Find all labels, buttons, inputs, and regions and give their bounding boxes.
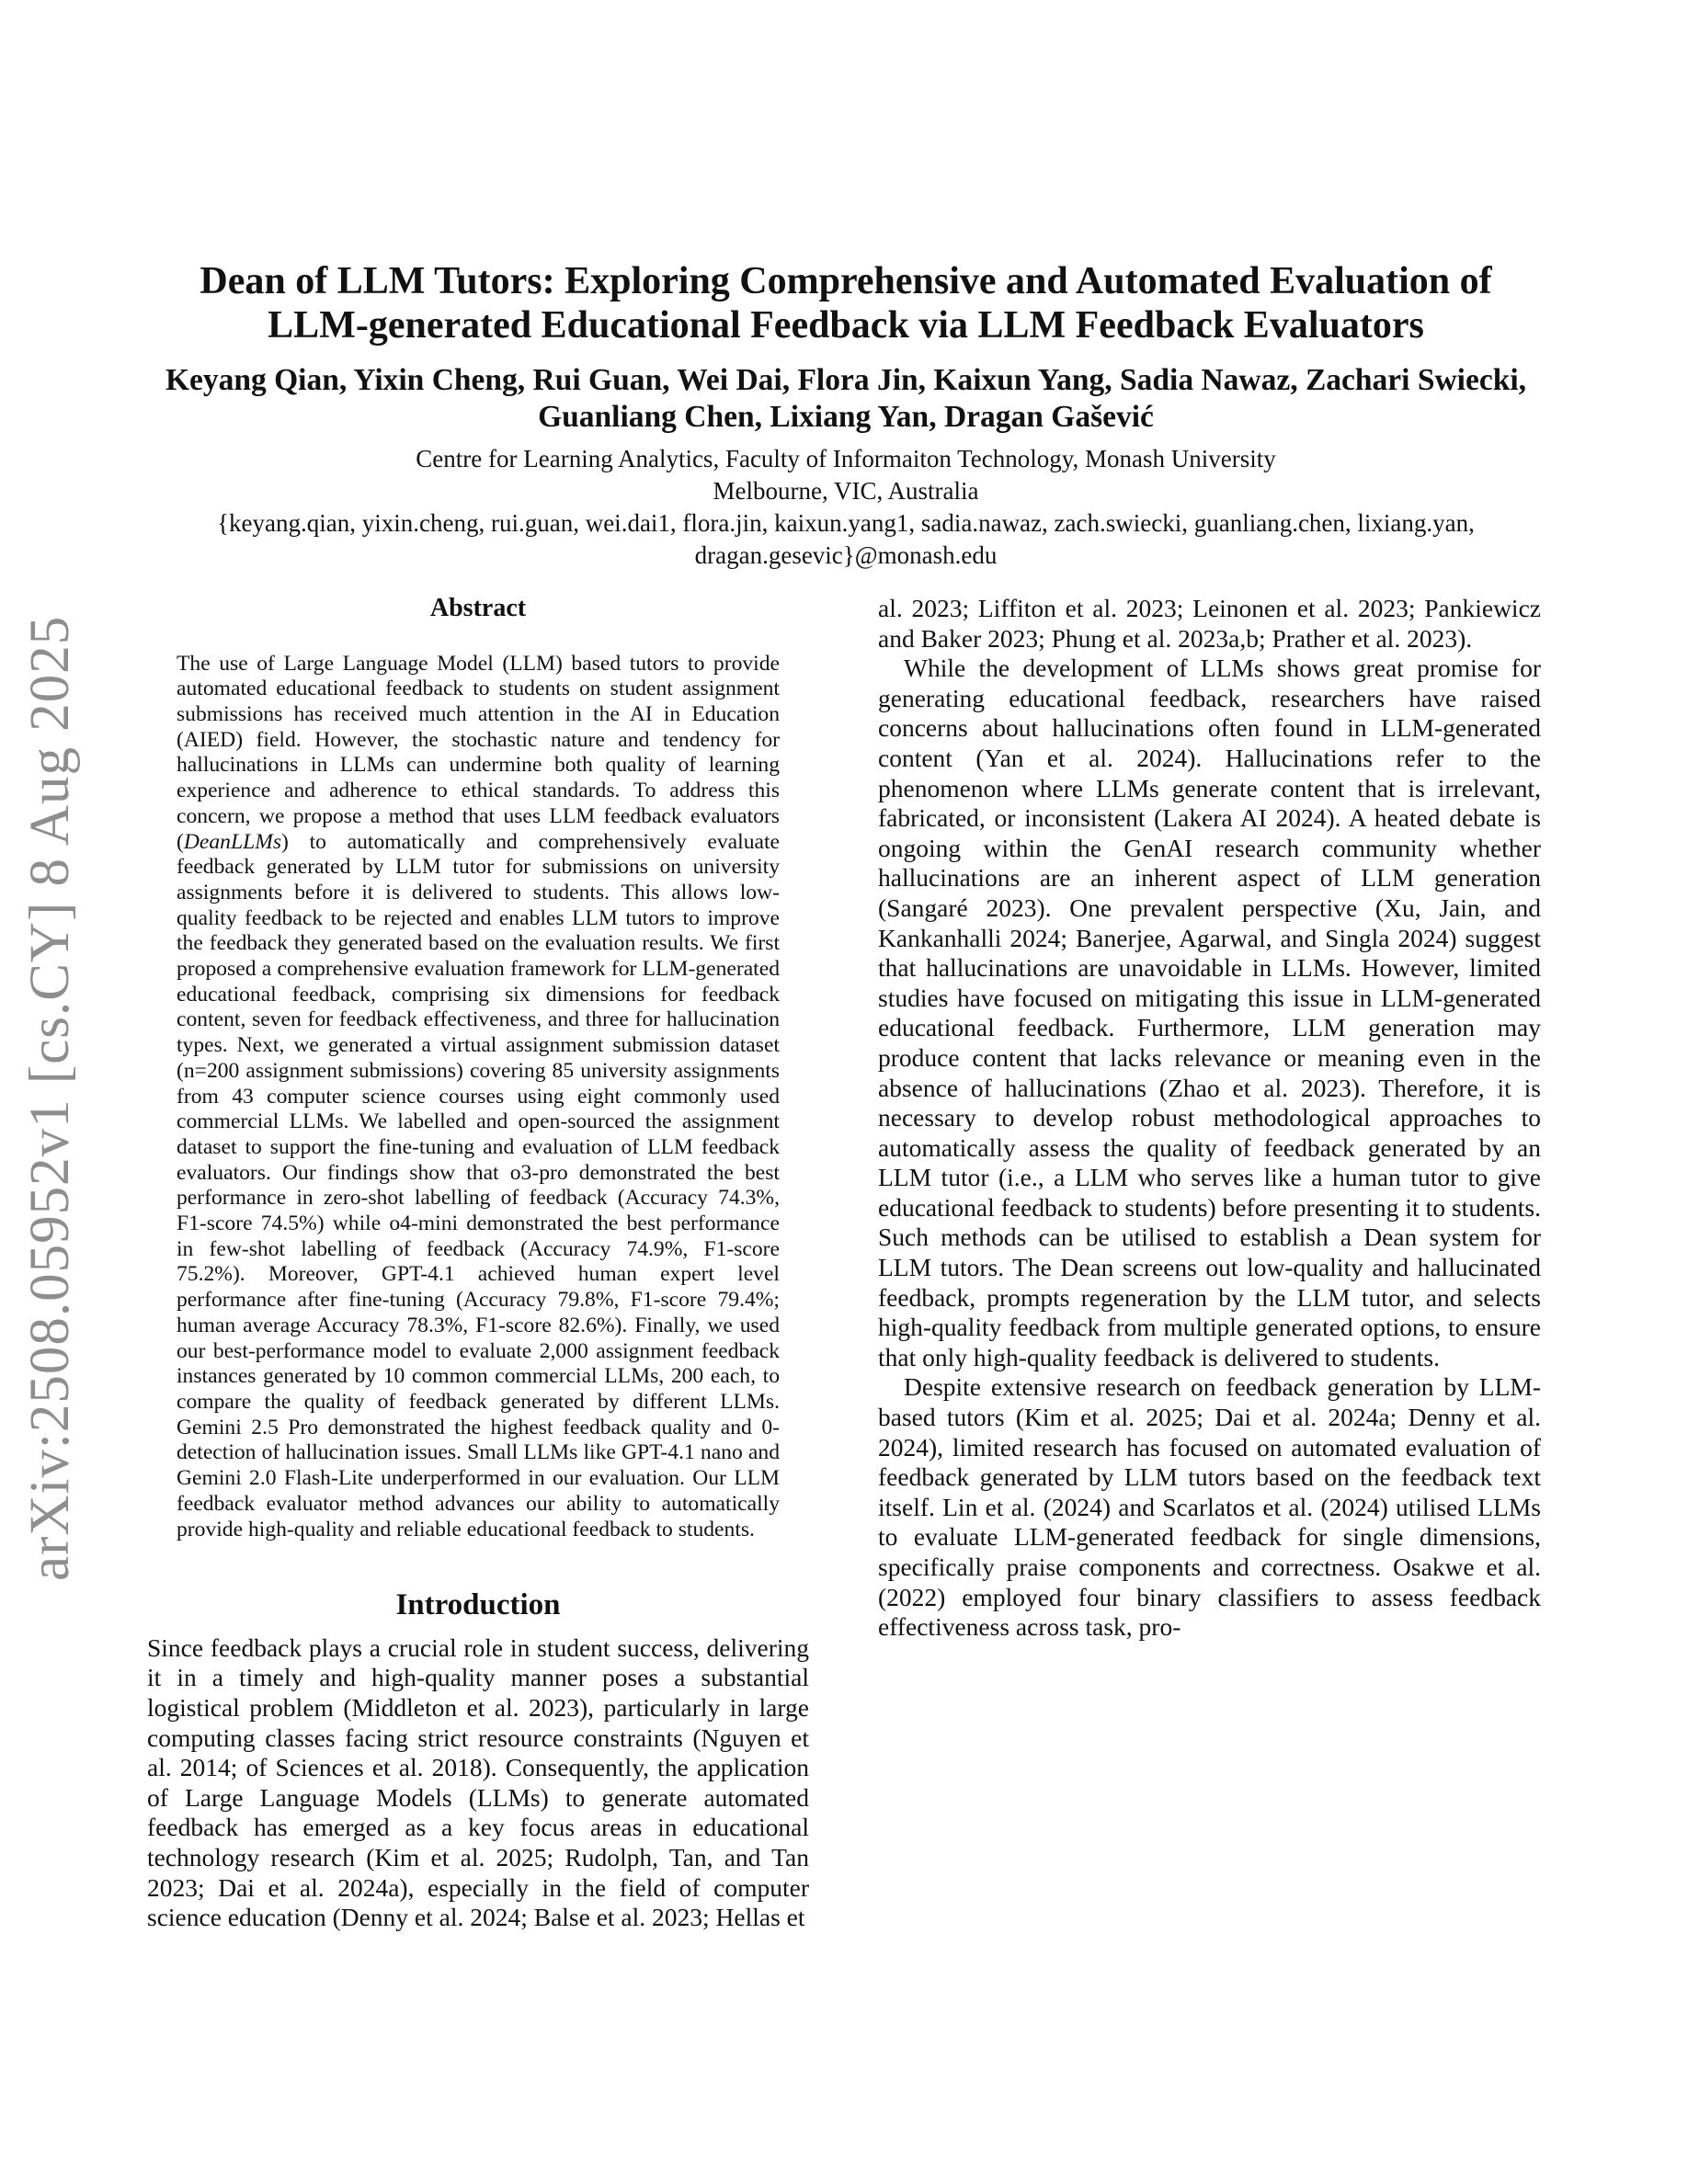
introduction-heading: Introduction bbox=[395, 1588, 561, 1622]
left-column bbox=[147, 594, 809, 1933]
intro-paragraph-2: While the development of LLMs shows great promise for generating educational feedback, researchers have raised concerns about hallucinations often found in LLM-generated content (Yan et al. 2024). Hallucinations refer to the phenomenon where LLMs generate content that is irrelevant, fabricated, or inconsistent (Lakera AI 2024). A heated debate is ongoing within the GenAI research community whether hallucinations are an inherent aspect of LLM generation (Sangaré 2023). One prevalent perspective (Xu, Jain, and Kankanhalli 2024; Banerjee, Agarwal, and Singla 2024) suggest that hallucinations are unavoidable in LLMs. However, limited studies have focused on mitigating this issue in LLM-generated educational feedback. Furthermore, LLM generation may produce content that lacks relevance or meaning even in the absence of hallucinations (Zhao et al. 2023). Therefore, it is necessary to develop robust methodological approaches to automatically assess the quality of feedback generated by an LLM tutor (i.e., a LLM who serves like a human tutor to give educational feedback to students) before presenting it to students. Such methods can be utilised to establish a Dean system for LLM tutors. The Dean screens out low-quality and hallucinated feedback, prompts regeneration by the LLM tutor, and selects high-quality feedback from multiple generated options, to ensure that only high-quality feedback is delivered to students. bbox=[878, 654, 1541, 1371]
abstract-part-2: ) to automatically and comprehensively evaluate feedback generated by LLM tutor for submissions on university assignments before it is delivered to students. This allows low-quality feedback to be rejected and enables LLM tutors to improve the feedback they generated based on the evaluation results. We first proposed a comprehensive evaluation framework for LLM-generated educational feedback, comprising six dimensions for feedback content, seven for feedback effectiveness, and three for hallucination types. Next, we generated a virtual assignment submission dataset (n=200 assignment submissions) covering 85 university assignments from 43 computer science courses using eight commonly used commercial LLMs. We labelled and open-sourced the assignment dataset to support the fine-tuning and evaluation of LLM feedback evaluators. Our findings show that o3-pro demonstrated the best performance in zero-shot labelling of feedback (Accuracy 74.3%, F1-score 74.5%) while o4-mini demonstrated the best performance in few-shot labelling of feedback (Accuracy 74.9%, F1-score 75.2%). Moreover, GPT-4.1 achieved human expert level performance after fine-tuning (Accuracy 79.8%, F1-score 79.4%; human average Accuracy 78.3%, F1-score 82.6%). Finally, we used our best-performance model to evaluate 2,000 assignment feedback instances generated by 10 common commercial LLMs, 200 each, to compare the quality of feedback generated by different LLMs. Gemini 2.5 Pro demonstrated the highest feedback quality and 0-detection of hallucination issues. Small LLMs like GPT-4.1 nano and Gemini 2.0 Flash-Lite underperformed in our evaluation. Our LLM feedback evaluator method advances our ability to automatically provide high-quality and reliable educational feedback to students. bbox=[177, 829, 780, 1541]
paper-header bbox=[147, 259, 1545, 572]
abstract-text bbox=[177, 652, 780, 1543]
right-column bbox=[878, 594, 1541, 1643]
abstract-emphasis: DeanLLMs bbox=[183, 829, 282, 854]
affiliation-block bbox=[147, 443, 1545, 572]
paper-title: Dean of LLM Tutors: Exploring Comprehensive and Automated Evaluation of LLM-generated Educational Feedback via LLM Feedback Evaluators bbox=[200, 260, 1492, 347]
author-emails: {keyang.qian, yixin.cheng, rui.guan, wei.dai1, flora.jin, kaixun.yang1, sadia.nawaz, zach.swiecki, guanliang.chen, lixiang.yan, dragan.gesevic}@monash.edu bbox=[217, 509, 1475, 569]
intro-paragraph-1: Since feedback plays a crucial role in student success, delivering it in a timely and high-quality manner poses a substantial logistical problem (Middleton et al. 2023), particularly in large computing classes facing strict resource constraints (Nguyen et al. 2014; of Sciences et al. 2018). Consequently, the application of Large Language Models (LLMs) to generate automated feedback has emerged as a key focus areas in educational technology research (Kim et al. 2025; Rudolph, Tan, and Tan 2023; Dai et al. 2024a), especially in the field of computer science education (Denny et al. 2024; Balse et al. 2023; Hellas et bbox=[147, 1632, 809, 1932]
abstract-part-1: The use of Large Language Model (LLM) based tutors to provide automated educational feedback to students on student assignment submissions has received much attention in the AI in Education (AIED) field. However, the stochastic nature and tendency for hallucinations in LLMs can undermine both quality of learning experience and adherence to ethical standards. To address this concern, we propose a method that uses LLM feedback evaluators ( bbox=[177, 651, 780, 854]
arxiv-identifier: arXiv:2508.05952v1 [cs.CY] 8 Aug 2025 bbox=[19, 615, 81, 1581]
intro-paragraph-1-continued: al. 2023; Liffiton et al. 2023; Leinonen et al. 2023; Pankiewicz and Baker 2023; Phung et al. 2023a,b; Prather et al. 2023). bbox=[878, 594, 1541, 653]
location: Melbourne, VIC, Australia bbox=[713, 477, 979, 505]
intro-paragraph-3: Despite extensive research on feedback generation by LLM-based tutors (Kim et al. 2025; Dai et al. 2024a; Denny et al. 2024), limited research has focused on automated evaluation of feedback generated by LLM tutors based on the feedback text itself. Lin et al. (2024) and Scarlatos et al. (2024) utilised LLMs to evaluate LLM-generated feedback for single dimensions, specifically praise components and correctness. Osakwe et al. (2022) employed four binary classifiers to assess feedback effectiveness across task, pro- bbox=[878, 1372, 1541, 1642]
affiliation: Centre for Learning Analytics, Faculty of Informaiton Technology, Monash University bbox=[416, 445, 1276, 472]
abstract-heading: Abstract bbox=[429, 594, 527, 622]
author-list: Keyang Qian, Yixin Cheng, Rui Guan, Wei Dai, Flora Jin, Kaixun Yang, Sadia Nawaz, Zachari Swiecki, Guanliang Chen, Lixiang Yan, Dragan Gašević bbox=[165, 363, 1527, 434]
